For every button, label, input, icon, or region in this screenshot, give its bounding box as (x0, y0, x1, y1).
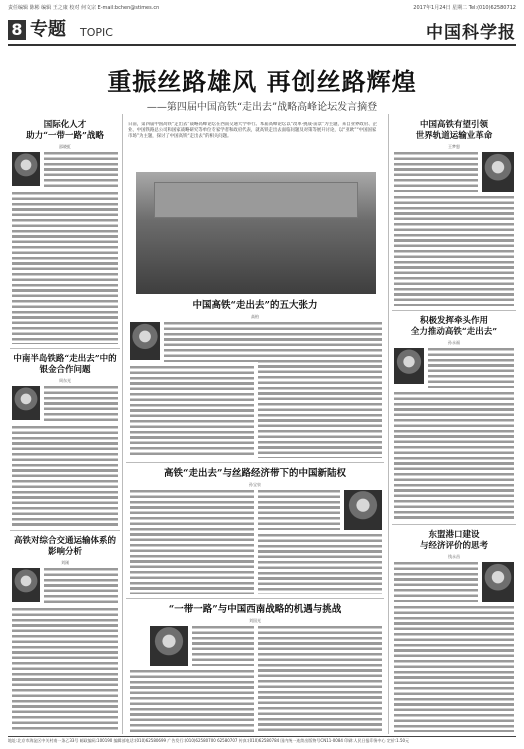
article-body (12, 426, 118, 526)
article-body (44, 386, 118, 424)
article-byline: 邵晓虹 (59, 144, 71, 149)
author-portrait (12, 568, 40, 602)
issue-date: 2017年1月24日 星期二 Tel:(010)62580712 (413, 5, 516, 11)
article-divider (392, 310, 516, 311)
article-byline: 钱永昌 (448, 554, 460, 559)
article-body (44, 568, 118, 606)
article-byline: 刘国光 (249, 618, 261, 623)
article-byline: 周东光 (59, 378, 71, 383)
article-body (394, 562, 478, 602)
article-title-revolution: 中国高铁有望引领 世界轨道运输业革命 (415, 120, 493, 141)
article-byline: 孙永福 (448, 340, 460, 345)
article-title-transport: 高铁对综合交通运输体系的 影响分析 (13, 536, 116, 557)
page-header (8, 14, 516, 46)
page-number: 8 (8, 20, 26, 40)
author-portrait (482, 152, 514, 192)
article-body (164, 322, 264, 362)
author-portrait (130, 322, 160, 360)
column-divider (388, 114, 389, 734)
article-body (394, 196, 514, 306)
top-meta-bar (8, 4, 516, 13)
author-portrait (12, 152, 40, 186)
column-divider (122, 114, 123, 734)
article-body (394, 152, 478, 192)
article-byline: 高柏 (251, 314, 259, 319)
main-headline: 重振丝路雄风 再创丝路辉煌 (107, 67, 417, 96)
article-body (394, 606, 514, 732)
article-divider (126, 598, 384, 599)
section-title: 专题 (30, 19, 66, 40)
masthead: 中国科学报 (426, 23, 516, 43)
article-title-finance: 中南半岛铁路“走出去”中的 银金合作问题 (13, 354, 117, 375)
article-byline: 孙宝泉 (249, 482, 261, 487)
intro-paragraph: 日前，第四届中国高铁“走出去”战略高峰论坛在西南交通大学举行。本届高峰论坛以“改革·挑战·前景”为主题，来自业界政府、企业、中国铁路总公司和国家战略研究等单位专家学者和政府代表，就高铁走出去面临问题及对策等展开讨论，以“亚欧”“中国国家市场”为主题，探讨了中国高铁“走出去”的相关问题。 (128, 122, 377, 139)
author-portrait (150, 626, 188, 666)
header-rule (8, 44, 516, 46)
article-body (258, 534, 382, 594)
article-body (12, 192, 118, 344)
article-body (130, 670, 254, 732)
article-byline: 王梦恕 (448, 144, 460, 149)
article-divider (10, 530, 120, 531)
author-portrait (482, 562, 514, 602)
editor-info: 责任编辑 陈彬 编辑 王之康 校对 何文宗 E-mail:bchen@stimes.cn (8, 5, 160, 11)
article-body (130, 490, 254, 594)
author-portrait (12, 386, 40, 420)
article-title-asean: 东盟港口建设 与经济评价的思考 (419, 530, 488, 551)
article-divider (392, 524, 516, 525)
page-footer: 地址:北京市海淀区中关村南一条乙33号 邮政编码:100190 编辑部电话:(010)62580699 广告发行:(010)62580700 62580707 传真:(010)62580784 国内统一连续出版物号CN11-0084 印刷:人民日报印务中心 定价:1.50元 (8, 736, 516, 744)
article-title-southwest: “一带一路”与中国西南战略的机遇与挑战 (168, 604, 342, 615)
article-title-lead: 积极发挥牵头作用 全力推动高铁“走出去” (410, 316, 498, 337)
author-portrait (344, 490, 382, 530)
section-topic: TOPIC (80, 26, 113, 39)
author-portrait (394, 348, 424, 384)
forum-photo (136, 172, 376, 294)
sub-headline: ——第四届中国高铁“走出去”战略高峰论坛发言摘登 (146, 102, 378, 113)
article-body (192, 626, 254, 666)
article-divider (10, 348, 120, 349)
article-body (130, 366, 254, 458)
article-body (258, 322, 382, 458)
article-title-landpower: 高铁“走出去”与丝路经济带下的中国新陆权 (164, 468, 346, 479)
article-body (44, 152, 118, 190)
article-body (428, 348, 514, 388)
article-byline: 刘刚 (61, 560, 69, 565)
article-divider (126, 462, 384, 463)
article-title-talent: 国际化人才 助力“一带一路”战略 (26, 120, 104, 141)
article-body (258, 490, 340, 530)
article-body (258, 626, 382, 732)
article-title-tension: 中国高铁“走出去”的五大张力 (192, 300, 318, 311)
article-body (12, 608, 118, 732)
article-body (394, 392, 514, 520)
